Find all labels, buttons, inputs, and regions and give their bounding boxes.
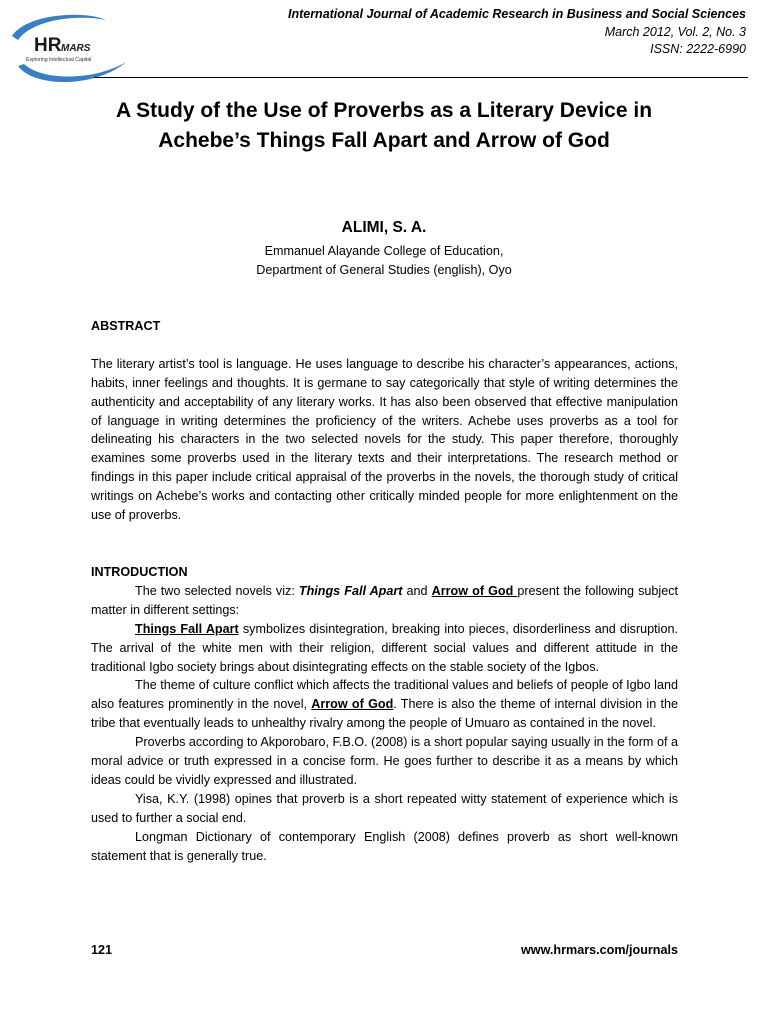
intro-paragraph-5: Yisa, K.Y. (1998) opines that proverb is a short repeated witty statement of experience which is used to further a social end.: [91, 791, 678, 825]
author-affiliation: [0, 242, 768, 280]
journal-issue: March 2012, Vol. 2, No. 3: [604, 24, 746, 39]
logo-brand-suffix: MARS: [61, 43, 91, 54]
title-line-1: A Study of the Use of Proverbs as a Literary Device in: [115, 99, 653, 122]
novel-title-things-fall-apart: Things Fall Apart: [298, 583, 403, 598]
intro-p3-text-c: . There is also the theme of internal division in the tribe that eventually leads to unhealthy rivalry among the people of Umuaro as contained in the novel.: [91, 697, 678, 731]
paper-title: [60, 96, 708, 156]
abstract-heading: ABSTRACT: [91, 319, 161, 333]
intro-p1-text-c: and: [402, 583, 432, 598]
journal-name: International Journal of Academic Research in Business and Social Sciences: [287, 7, 746, 21]
intro-paragraph-3: [91, 676, 678, 733]
introduction-section: [91, 563, 678, 866]
journal-issn: ISSN: 2222-6990: [650, 42, 746, 56]
logo-brand-main: HR: [34, 35, 62, 56]
logo-swoosh-icon: [4, 8, 130, 88]
abstract-section: [91, 317, 678, 525]
journal-header: [288, 6, 746, 59]
header-divider: [94, 77, 748, 78]
intro-p3-text-a: The theme of culture conflict which affects the traditional values and beliefs of people of Igbo land also features prominently in the novel,: [91, 678, 678, 712]
page-number: 121: [91, 943, 113, 957]
intro-p1-text-e: present the following subject matter in different settings:: [91, 583, 679, 617]
hrmars-logo: [4, 8, 130, 88]
logo-tagline: Exploring Intellectual Capital: [26, 57, 92, 63]
intro-paragraph-4: Proverbs according to Akporobaro, F.B.O. (2008) is a short popular saying usually in the form of a moral advice or truth expressed in a concise form. He goes further to describe it as a means by which ideas could be vividly expressed and illustrated.: [91, 735, 678, 787]
novel-title-arrow-of-god: Arrow of God: [431, 583, 518, 598]
abstract-text: The literary artist’s tool is language. He uses language to describe his character’s appearances, actions, habits, inner feelings and thoughts. It is germane to say categorically that style of writing determines the authenticity and acceptability of any literary works. It has also been observed that effective manipulation of language in writing determines the proficiency of the writers. Achebe uses proverbs as a tool for delineating his characters in the two selected novels for the study. This paper therefore, thoroughly examines some proverbs used in the literary texts and their interpretations. The research method or findings in this paper include critical appraisal of the proverbs in the novels, the thorough study of critical writings on Achebe’s works and contacting other critically minded people for more enlightenment on the use of proverbs.: [91, 356, 678, 523]
intro-paragraph-2: [91, 620, 678, 677]
author-name: ALIMI, S. A.: [341, 219, 427, 236]
intro-paragraph-1: [91, 582, 678, 620]
introduction-heading: INTRODUCTION: [91, 565, 188, 579]
intro-paragraph-6: Longman Dictionary of contemporary English (2008) defines proverb as short well-known statement that is generally true.: [91, 829, 678, 863]
affiliation-line-1: Emmanuel Alayande College of Education,: [264, 244, 504, 258]
novel-title-arrow-of-god-underlined: Arrow of God: [311, 697, 394, 712]
intro-p1-text-a: The two selected novels viz:: [135, 583, 299, 598]
title-line-2: Achebe’s Things Fall Apart and Arrow of God: [158, 129, 610, 152]
affiliation-line-2: Department of General Studies (english), Oyo: [256, 263, 512, 277]
novel-title-things-fall-apart-underlined: Things Fall Apart: [135, 621, 239, 636]
footer-url: www.hrmars.com/journals: [521, 943, 678, 957]
intro-p2-text: symbolizes disintegration, breaking into pieces, disorderliness and disruption. The arrival of the white men with their religion, different social values and different attitude in the traditional Igbo society brings about disintegrating effects on the stable society of the Igbos.: [91, 621, 678, 674]
